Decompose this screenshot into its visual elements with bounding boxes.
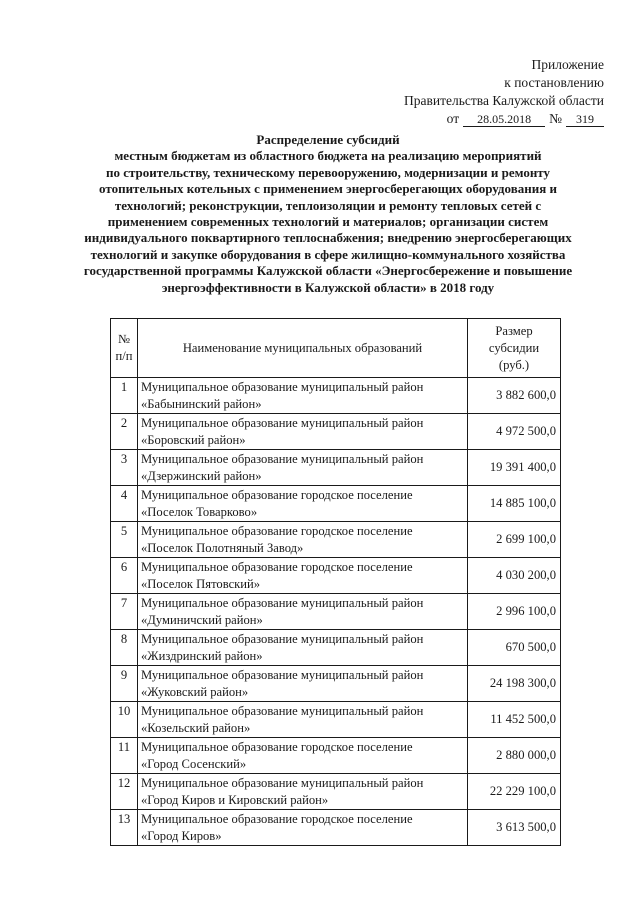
title-line: технологий; реконструкции, теплоизоляции и ремонту тепловых сетей с: [114, 197, 542, 213]
date-value: 28.05.2018: [463, 112, 545, 127]
appendix-header: [344, 56, 604, 128]
row-number: 11: [111, 738, 138, 774]
subsidy-amount: 19 391 400,0: [468, 450, 561, 486]
appendix-date-line: [344, 110, 604, 128]
title-line: индивидуального поквартирного теплоснабжения; внедрению энергосберегающих: [84, 230, 572, 246]
municipality-name: Муниципальное образование муниципальный район «Дзержинский район»: [138, 450, 468, 486]
municipality-name: Муниципальное образование городское поселение «Поселок Товарково»: [138, 486, 468, 522]
subsidy-amount: 2 996 100,0: [468, 594, 561, 630]
row-number: 7: [111, 594, 138, 630]
municipality-name: Муниципальное образование муниципальный район «Козельский район»: [138, 702, 468, 738]
municipality-name: Муниципальное образование городское поселение «Город Сосенский»: [138, 738, 468, 774]
number-prefix: №: [549, 111, 562, 126]
municipality-name: Муниципальное образование муниципальный район «Жуковский район»: [138, 666, 468, 702]
row-number: 12: [111, 774, 138, 810]
subsidy-amount: 3 882 600,0: [468, 378, 561, 414]
table-row: [111, 594, 561, 630]
subsidy-amount: 4 972 500,0: [468, 414, 561, 450]
header-name: Наименование муниципальных образований: [138, 319, 468, 378]
municipality-name: Муниципальное образование муниципальный район «Думиничский район»: [138, 594, 468, 630]
title-line: энергоэффективности в Калужской области» в 2018 году: [161, 279, 495, 295]
subsidy-amount: 2 880 000,0: [468, 738, 561, 774]
table-row: [111, 522, 561, 558]
row-number: 4: [111, 486, 138, 522]
subsidy-table: [110, 318, 561, 846]
municipality-name: Муниципальное образование муниципальный район «Жиздринский район»: [138, 630, 468, 666]
subsidy-amount: 22 229 100,0: [468, 774, 561, 810]
row-number: 2: [111, 414, 138, 450]
table-row: [111, 486, 561, 522]
table-row: [111, 450, 561, 486]
title-line: применением современных технологий и материалов; организации систем: [107, 214, 549, 230]
table-row: [111, 702, 561, 738]
title-line: технологий и закупке оборудования в сфере жилищно-коммунального хозяйства: [90, 246, 566, 262]
table-row: [111, 378, 561, 414]
number-value: 319: [566, 112, 604, 127]
municipality-name: Муниципальное образование муниципальный район «Боровский район»: [138, 414, 468, 450]
subsidy-amount: 670 500,0: [468, 630, 561, 666]
table-row: [111, 414, 561, 450]
row-number: 8: [111, 630, 138, 666]
table-header-row: [111, 319, 561, 378]
header-number: № п/п: [111, 319, 138, 378]
table-row: [111, 558, 561, 594]
subsidy-amount: 4 030 200,0: [468, 558, 561, 594]
row-number: 3: [111, 450, 138, 486]
appendix-resolution: к постановлению: [504, 75, 604, 90]
subsidy-amount: 11 452 500,0: [468, 702, 561, 738]
subsidy-amount: 14 885 100,0: [468, 486, 561, 522]
header-amount: Размер субсидии (руб.): [468, 319, 561, 378]
municipality-name: Муниципальное образование городское поселение «Город Киров»: [138, 810, 468, 846]
appendix-government: Правительства Калужской области: [403, 93, 604, 108]
title-line: государственной программы Калужской области «Энергосбережение и повышение: [83, 263, 573, 279]
subsidy-amount: 3 613 500,0: [468, 810, 561, 846]
document-title: [64, 132, 592, 296]
municipality-name: Муниципальное образование муниципальный район «Город Киров и Кировский район»: [138, 774, 468, 810]
subsidy-amount: 2 699 100,0: [468, 522, 561, 558]
municipality-name: Муниципальное образование городское поселение «Поселок Пятовский»: [138, 558, 468, 594]
subsidy-amount: 24 198 300,0: [468, 666, 561, 702]
title-line: по строительству, техническому перевооружению, модернизации и ремонту: [105, 164, 551, 180]
title-line: Распределение субсидий: [256, 132, 400, 147]
row-number: 10: [111, 702, 138, 738]
table-row: [111, 666, 561, 702]
date-prefix: от: [446, 111, 460, 126]
table-row: [111, 630, 561, 666]
table-row: [111, 810, 561, 846]
title-line: отопительных котельных с применением энергосберегающих оборудования и: [99, 181, 557, 197]
municipality-name: Муниципальное образование городское поселение «Поселок Полотняный Завод»: [138, 522, 468, 558]
title-line: местным бюджетам из областного бюджета на реализацию мероприятий: [114, 148, 542, 164]
table-row: [111, 774, 561, 810]
row-number: 5: [111, 522, 138, 558]
appendix-label: Приложение: [531, 57, 604, 72]
row-number: 9: [111, 666, 138, 702]
row-number: 1: [111, 378, 138, 414]
municipality-name: Муниципальное образование муниципальный район «Бабынинский район»: [138, 378, 468, 414]
row-number: 13: [111, 810, 138, 846]
table-row: [111, 738, 561, 774]
row-number: 6: [111, 558, 138, 594]
